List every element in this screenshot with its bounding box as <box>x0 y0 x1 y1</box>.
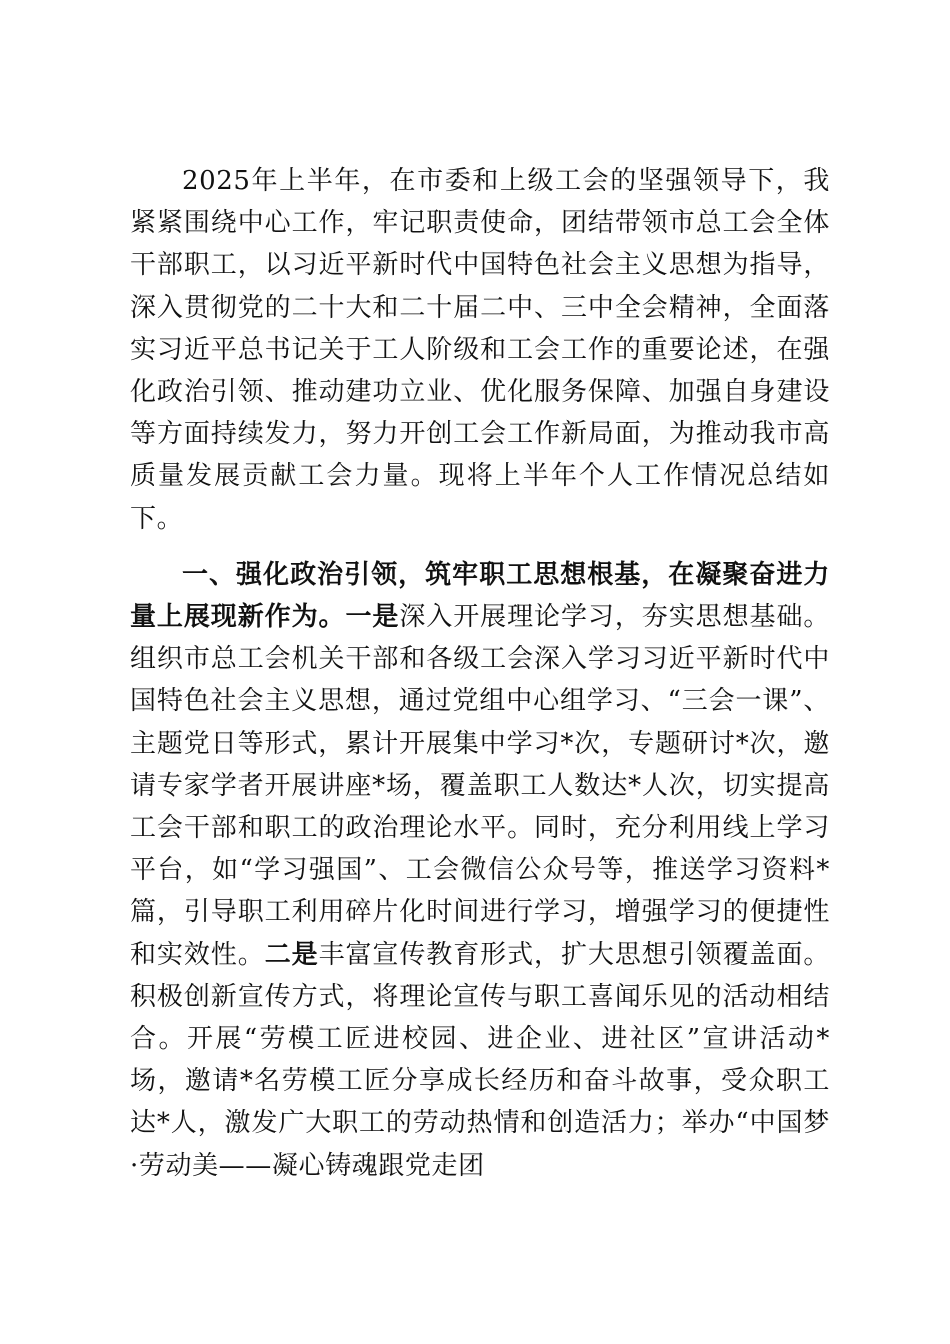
point-text-1: 深入开展理论学习，夯实思想基础。组织市总工会机关干部和各级工会深入学习习近平新时代中国特色社会主义思想，通过党组中心组学习、“三会一课”、主题党日等形式，累计开展集中学习*次，专题研讨*次，邀请专家学者开展讲座*场，覆盖职工人数达*人次，切实提高工会干部和职工的政治理论水平。同时，充分利用线上学习平台，如“学习强国”、工会微信公众号等，推送学习资料*篇，引导职工利用碎片化时间进行学习，增强学习的便捷性和实效性。 <box>130 602 830 970</box>
section-one-paragraph <box>130 554 830 1187</box>
intro-paragraph <box>130 160 830 540</box>
point-text-2: 丰富宣传教育形式，扩大思想引领覆盖面。积极创新宣传方式，将理论宣传与职工喜闻乐见的活动相结合。开展“劳模工匠进校园、进企业、进社区”宣讲活动*场，邀请*名劳模工匠分享成长经历和奋斗故事，受众职工达*人，激发广大职工的劳动热情和创造活力；举办“中国梦·劳动美——凝心铸魂跟党走团 <box>130 939 830 1181</box>
point-marker-1: 一是 <box>345 602 400 633</box>
section-heading: 一、强化政治引领，筑牢职工思想根基，在凝聚奋进力量上展现新作为。 <box>130 559 830 633</box>
intro-text: 2025年上半年，在市委和上级工会的坚强领导下，我紧紧围绕中心工作，牢记职责使命，团结带领市总工会全体干部职工，以习近平新时代中国特色社会主义思想为指导，深入贯彻党的二十大和二十届二中、三中全会精神，全面落实习近平总书记关于工人阶级和工会工作的重要论述，在强化政治引领、推动建功立业、优化服务保障、加强自身建设等方面持续发力，努力开创工会工作新局面，为推动我市高质量发展贡献工会力量。现将上半年个人工作情况总结如下。 <box>130 166 830 534</box>
document-body <box>130 160 830 1187</box>
point-marker-2: 二是 <box>264 939 319 970</box>
